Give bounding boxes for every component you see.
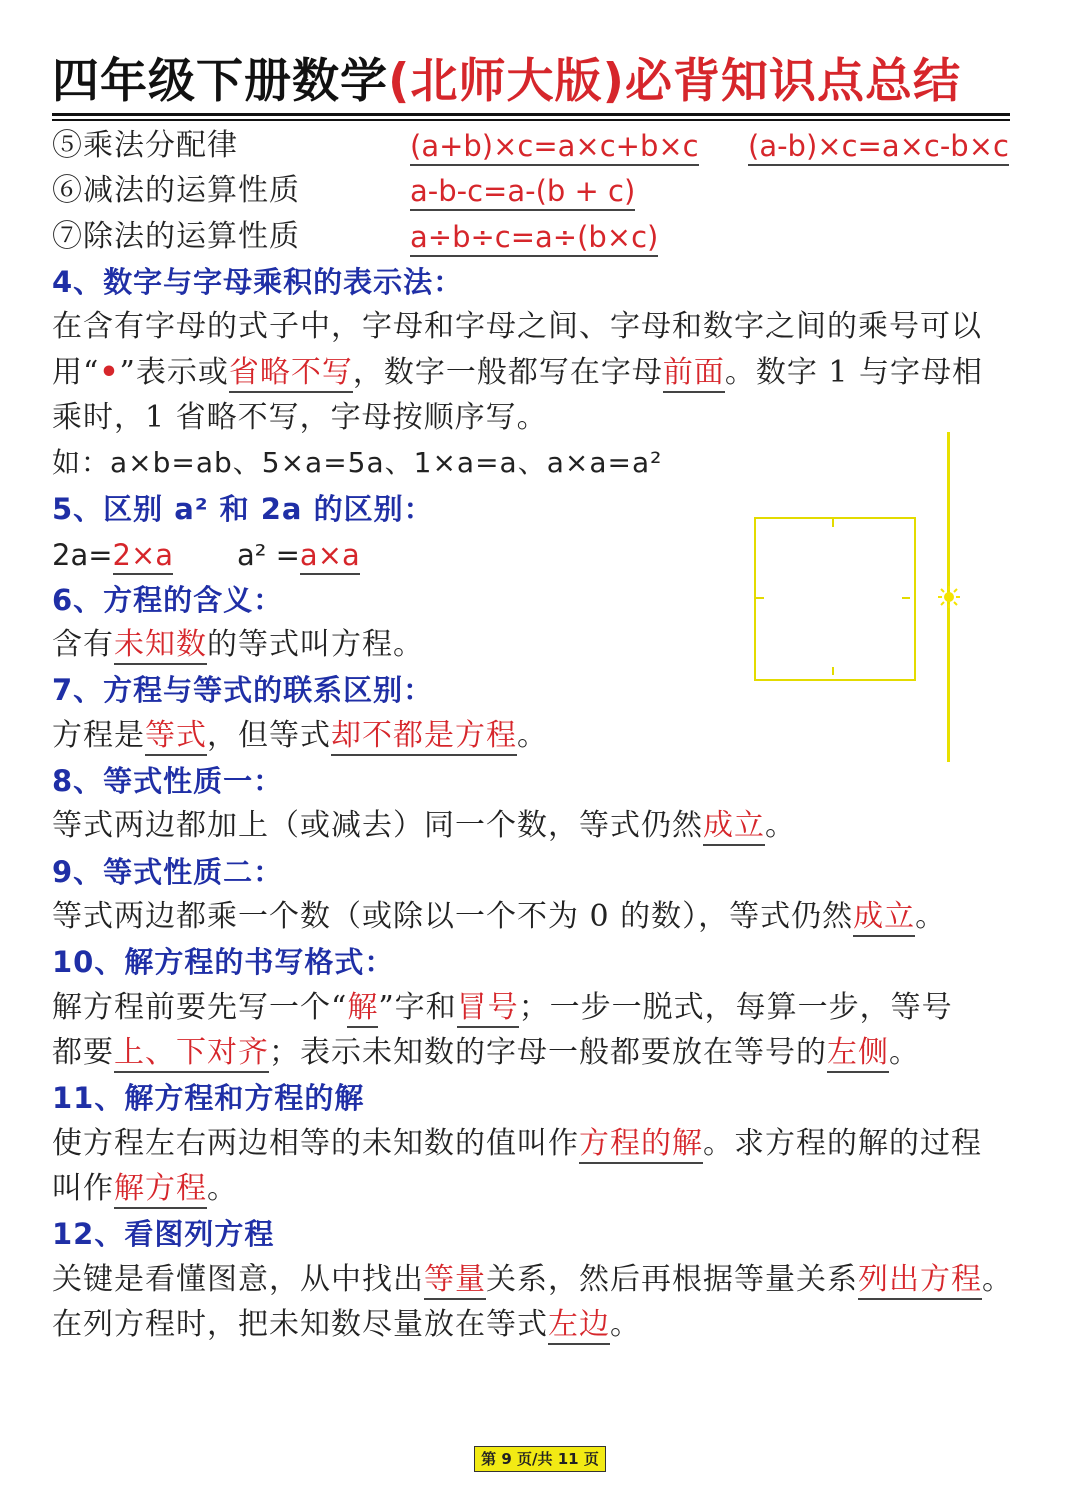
paragraph-line: 含有未知数的等式叫方程。	[52, 625, 424, 665]
section-heading: 12、看图列方程	[52, 1217, 275, 1251]
paragraph-line: 在列方程时，把未知数尽量放在等式左边。	[52, 1305, 641, 1345]
example-line: 如：a×b=ab、5×a=5a、1×a=a、a×a=a²	[52, 446, 663, 479]
formula-a-squared: a² =a×a	[237, 535, 360, 575]
sun-icon	[938, 586, 960, 608]
section-heading: 10、解方程的书写格式：	[52, 945, 395, 979]
paragraph-line: 叫作解方程。	[52, 1169, 238, 1209]
law-formula: a-b-c=a-(b + c)	[410, 171, 635, 211]
formula-2a: 2a=2×a	[52, 535, 173, 575]
paragraph-line: 使方程左右两边相等的未知数的值叫作方程的解。求方程的解的过程	[52, 1124, 982, 1164]
figure-tick	[832, 667, 834, 675]
section-heading: 9、等式性质二：	[52, 855, 284, 889]
section-heading: 11、解方程和方程的解	[52, 1081, 365, 1115]
paragraph-line: 解方程前要先写一个“解”字和冒号；一步一脱式，每算一步，等号	[52, 988, 953, 1028]
law-label: ⑥减法的运算性质	[52, 173, 300, 208]
law-formula: (a+b)×c=a×c+b×c	[410, 126, 699, 166]
figure-tick	[756, 597, 764, 599]
law-label: ⑦除法的运算性质	[52, 219, 300, 254]
page-number: 第 9 页/共 11 页	[474, 1446, 606, 1472]
page-title	[52, 52, 961, 112]
section-heading: 8、等式性质一：	[52, 764, 284, 798]
section-heading: 6、方程的含义：	[52, 583, 284, 617]
law-formula: (a-b)×c=a×c-b×c	[748, 126, 1009, 166]
title-underline	[52, 113, 1010, 116]
section-heading: 5、区别 a² 和 2a 的区别：	[52, 492, 434, 526]
figure-tick	[832, 519, 834, 527]
paragraph-line: 都要上、下对齐；表示未知数的字母一般都要放在等号的左侧。	[52, 1033, 920, 1073]
paragraph-line: 等式两边都乘一个数（或除以一个不为 0 的数），等式仍然成立。	[52, 897, 946, 937]
paragraph-line: 等式两边都加上（或减去）同一个数，等式仍然成立。	[52, 806, 796, 846]
paragraph-line: 用“•”表示或省略不写，数字一般都写在字母前面。数字 1 与字母相	[52, 353, 983, 393]
section-heading: 4、数字与字母乘积的表示法：	[52, 265, 464, 299]
title-edition: (北师大版)必背知识点总结	[388, 54, 961, 109]
paragraph-line: 在含有字母的式子中，字母和字母之间、字母和数字之间的乘号可以	[52, 309, 982, 344]
law-formula: a÷b÷c=a÷(b×c)	[410, 217, 658, 257]
law-label: ⑤乘法分配律	[52, 128, 238, 163]
paragraph-line: 乘时，1 省略不写，字母按顺序写。	[52, 400, 548, 435]
figure-square	[754, 517, 916, 681]
title-main: 四年级下册数学	[52, 54, 388, 109]
paragraph-line: 方程是等式，但等式却不都是方程。	[52, 716, 548, 756]
section-heading: 7、方程与等式的联系区别：	[52, 673, 434, 707]
figure-tick	[902, 597, 910, 599]
title-underline-thin	[52, 119, 1010, 121]
paragraph-line: 关键是看懂图意，从中找出等量关系，然后再根据等量关系列出方程。	[52, 1260, 1013, 1300]
